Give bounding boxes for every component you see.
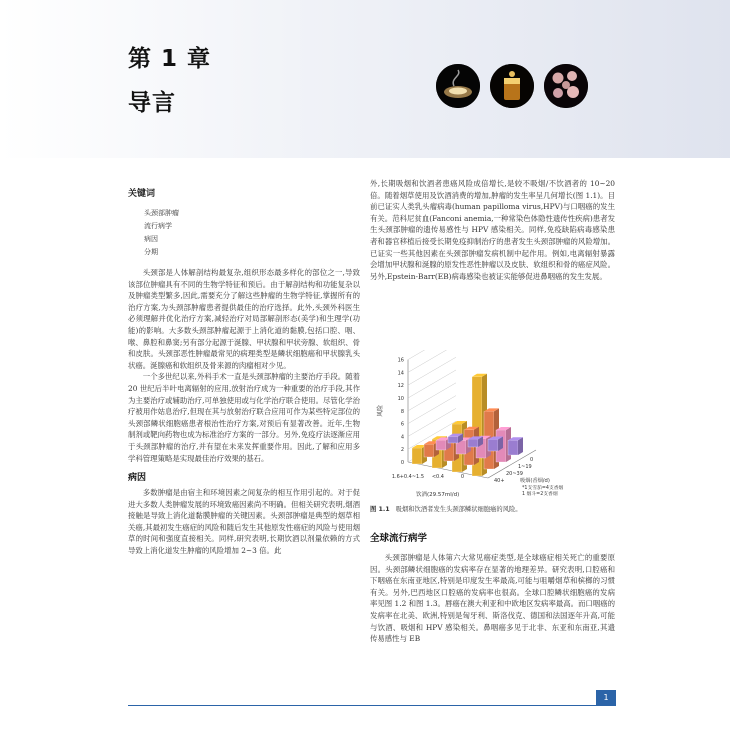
smoking-tick-label: 20~39 [506,471,523,477]
y-axis-label: 风险 [377,404,384,417]
photo-cells-micrograph [544,64,588,108]
keyword-item: 头颈部肿瘤 [144,209,179,217]
bar [488,436,503,451]
y-tick-label: 6 [400,421,404,428]
smoking-tick-label: 40+ [494,478,505,484]
bar-front-face [448,437,458,443]
gridline [408,350,456,360]
y-tick-label: 4 [400,434,404,441]
chapter-number: 第 1 章 [128,46,212,72]
bar-front-face [508,440,518,455]
bar-front-face [412,448,422,464]
alcohol-tick-label: 1.6+ [391,474,404,480]
bar-side-face [518,437,523,455]
chapter-title: 导言 [128,90,176,116]
chart-bars [412,374,523,476]
right-column-bottom [370,552,615,645]
intro-paragraph-1: 头颈部是人体解剖结构最复杂,组织形态最多样化的部位之一,导致该部位肿瘤具有不同的生物学特征和预后。由于解剖结构和功能复杂以及肿瘤类型繁多,因此,需要充分了解这些肿瘤的生物学特征,掌握所有的治疗方案,为头颈部肿瘤患者提供最佳的治疗选择。此外,头颈外科医生必须理解并优化治疗方案,减轻治疗对局部解剖形态(美学)和生理学(功能)的影响。大多数头颈部肿瘤起源于上消化道的黏膜,包括口腔、咽、喉、鼻腔和鼻窦;另有部分起源于涎腺、甲状腺和甲状旁腺、软组织、骨和皮肤。头颈部恶性肿瘤最常见的病理类型是鳞状细胞癌和甲状腺乳头状癌。涎腺癌和软组织及骨来源的肉瘤相对少见。 [128,268,360,370]
section-heading-etiology: 病因 [128,473,147,484]
y-tick-label: 0 [400,460,404,466]
y-tick-label: 8 [400,408,404,415]
figure-label: 图 1.1 [370,506,390,513]
etiology-paragraph-continued: 外,长期吸烟和饮酒者患癌风险成倍增长,是较不吸烟/不饮酒者的 10~20 倍。随着烟草使用及饮酒消费的增加,肿瘤的发生率呈几何增长(图 1.1)。目前已证实人类乳头瘤病毒(human papilloma virus,HPV)与口咽癌的发生有关。范科尼贫血(Fanconi anemia,一种常染色体隐性遗传性疾病)患者发生头颈部肿瘤的遗传易感性与 HPV 感染相关。同样,免疫缺陷病毒感染患者和器官移植后接受长期免疫抑制治疗的患者发生头颈部肿瘤的风险增加。已证实一些其他因素在头颈部肿瘤发病机制中起作用。例如,电离辐射暴露会增加甲状腺和涎腺的原发性恶性肿瘤以及皮肤、软组织和骨的癌症风险。另外,Epstein-Barr(EB)病毒感染也被证实能够促进鼻咽癌的发生发展。 [370,179,615,281]
figure-caption [370,504,615,513]
alcohol-tick-label: 0.4~1.5 [403,474,424,480]
smoking-tick-label: 0 [530,457,534,463]
gridline [408,383,456,411]
keywords-heading: 关键词 [128,189,156,199]
keyword-item: 病因 [144,235,158,243]
section-heading-epidemiology: 全球流行病学 [370,533,428,544]
epidemiology-paragraph: 头颈部肿瘤是人体第六大常见癌症类型,是全球癌症相关死亡的重要原因。头颈部鳞状细胞癌的发病率存在显著的地理差异。研究表明,口腔癌和下咽癌在东南亚地区,特别是印度发生率最高,可能与咀嚼烟草和槟榔的习惯有关。另外,巴西地区口腔癌的发病率也很高。全球口腔鳞状细胞癌的发病率见图 1.2 和图 1.3。唇癌在澳大利亚和中欧地区发病率最高。而口咽癌的发病率在北美、欧洲,特别是匈牙利、斯洛伐克、德国和法国逐年升高,可能与饮酒、吸烟和 HPV 感染相关。鼻咽癌多见于北非、东亚和东南亚,其遗传易感性与 EB [370,553,615,644]
photo-tobacco-smoke [436,64,480,108]
legend-note: 1 烟斗=2支香烟 [522,492,558,497]
gridline [408,357,456,385]
y-tick-label: 10 [397,396,404,402]
keywords-list [128,207,360,259]
alcohol-tick-label: <0.4 [431,474,444,480]
gridline [408,408,456,436]
y-tick-label: 2 [400,447,404,454]
gridline [408,370,456,398]
y-tick-label: 16 [397,357,404,364]
legend-note: *1支雪茄=4支香烟 [522,486,564,491]
page-number: 1 [596,690,616,706]
bar [508,437,523,455]
bar-front-face [488,439,498,451]
etiology-paragraph: 多数肿瘤是由宿主和环境因素之间复杂的相互作用引起的。对于促进大多数人类肿瘤发展的环境致癌因素尚不明确。但相关研究表明,烟酒接触是导致上消化道黏膜肿瘤的关键因素。头颈部肿瘤是典型的烟草相关癌,其最初发生癌症的风险和随后发生其他原发性癌症的风险与使用烟草的时间和强度直接相关。同样,研究表明,长期饮酒以剂量依赖的方式导致上消化道发生肿瘤的风险增加 2~3 倍。此 [128,488,360,556]
alcohol-tick-label: 0 [460,474,464,480]
smoking-tick-label: 1~19 [518,464,532,470]
y-tick-label: 12 [397,383,404,390]
y-tick-label: 14 [397,370,404,377]
bar-front-face [424,444,434,457]
keyword-item: 分期 [144,248,158,256]
intro-paragraph-2: 一个多世纪以来,外科手术一直是头颈部肿瘤的主要治疗手段。随着 20 世纪后半叶电离辐射的应用,放射治疗成为一种重要的治疗手段,其作为主要治疗或辅助治疗,可单独使用或与化学治疗联合使用。尽管化学治疗被用作姑息治疗,但现在其与放射治疗联合应用可作为某些特定部位的头颈部鳞状细胞癌患者根治性治疗方案,对预后有显著改善。近年,生物制剂或靶向药物也成为标准治疗方案的一部分。另外,免疫疗法逐渐应用于头颈部肿瘤的治疗,并有望在未来发挥重要作用。因此,了解和应用多学科管理策略是实现最佳治疗效果的基石。 [128,372,360,463]
bar-front-face [436,440,446,450]
risk-3d-bar-chart [370,350,615,500]
figure-caption-text: 吸烟和饮酒者发生头颈部鳞状细胞癌的风险。 [395,506,522,513]
x-axis-label-alcohol: 饮酒(29.57ml/d) [416,492,460,498]
left-column [128,186,360,557]
photo-alcohol-glass [490,64,534,108]
legend-title: 吸烟(香烟/d) [520,478,550,484]
keyword-item: 流行病学 [144,222,172,230]
bar-front-face [468,439,478,447]
chapter-header [0,0,730,158]
page-footer-rule [128,705,616,706]
gridline [408,396,456,424]
right-column-top [370,178,615,282]
